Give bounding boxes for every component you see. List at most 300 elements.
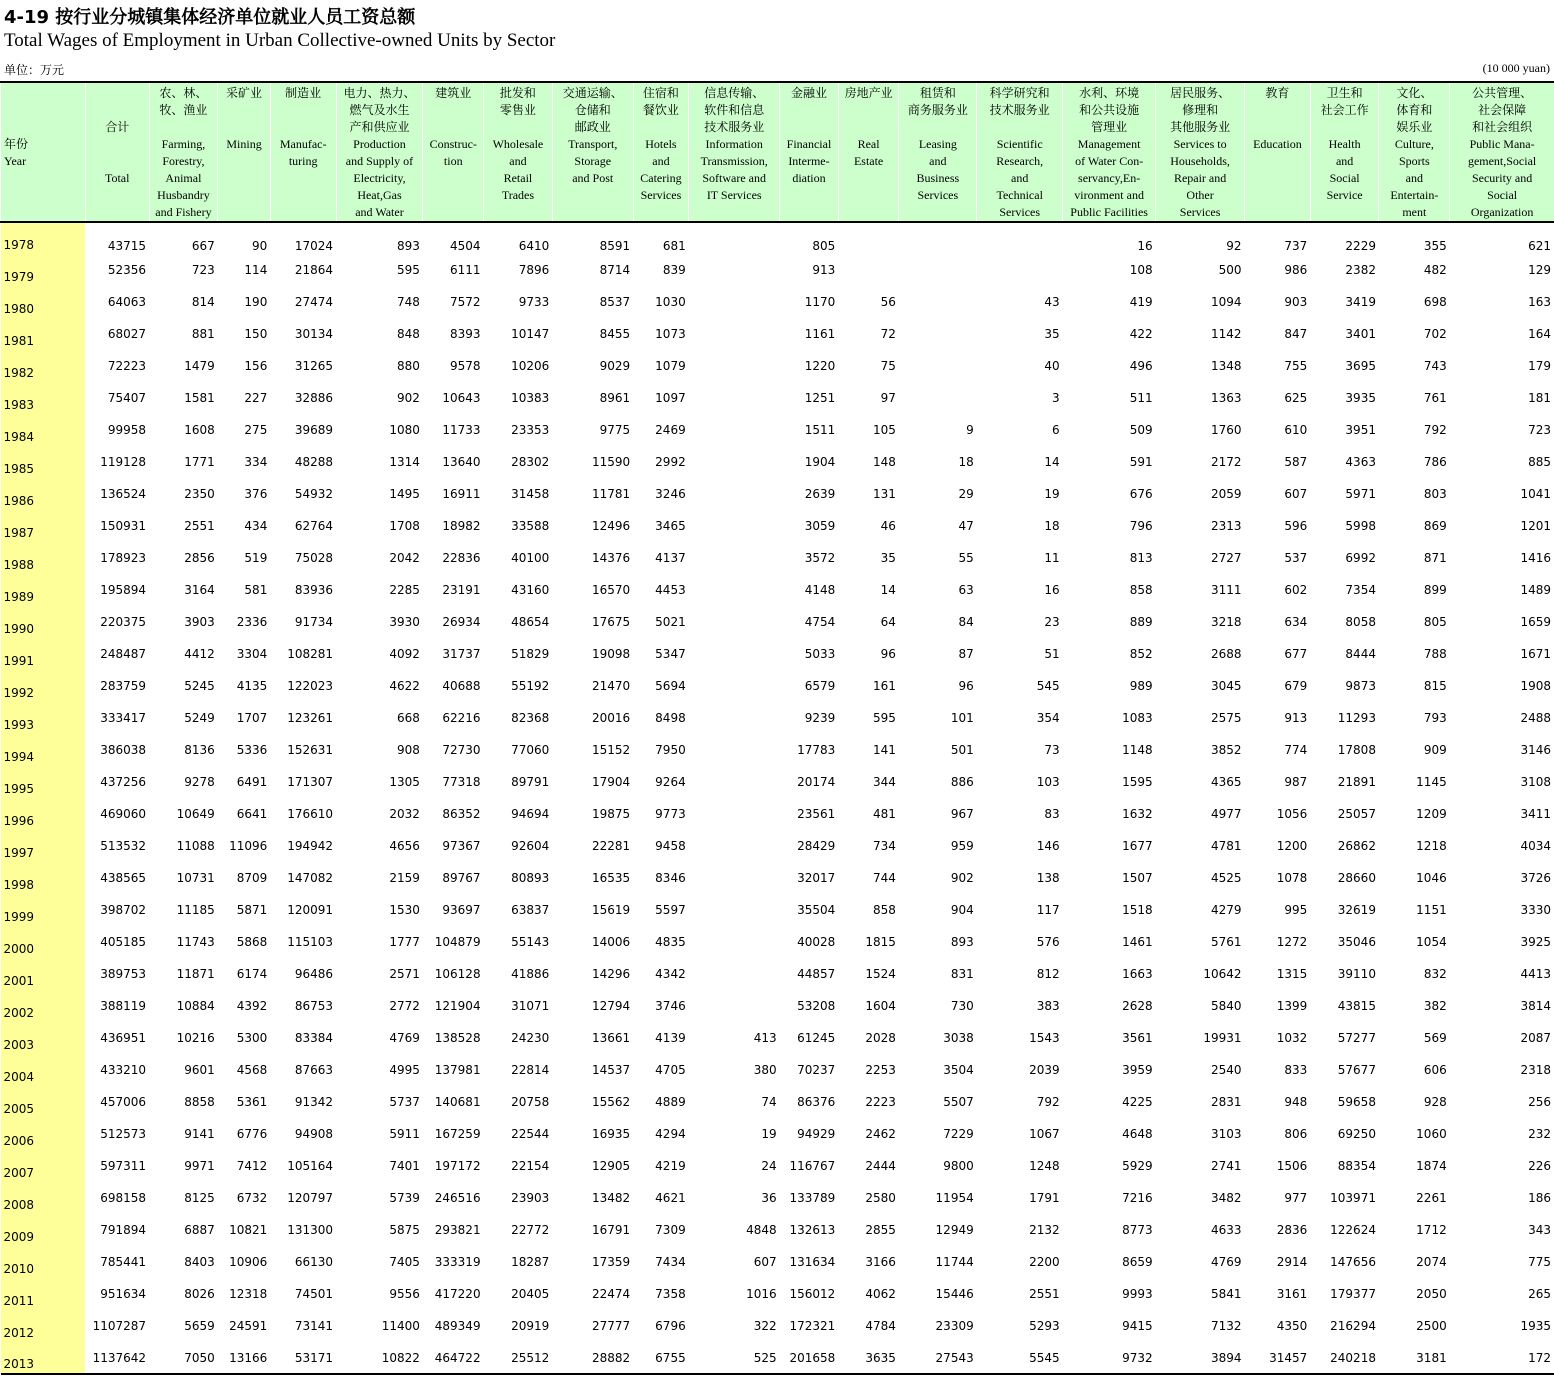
value-cell: [689, 542, 780, 574]
value-cell: 1363: [1211, 391, 1242, 405]
value-cell: 88354: [1337, 1159, 1376, 1173]
value-cell: [899, 222, 977, 254]
value-cell: 676: [1129, 487, 1153, 501]
value-cell: 30134: [294, 327, 334, 341]
value-cell: 40688: [442, 679, 481, 693]
year-cell: 2004: [1, 1054, 86, 1086]
value-cell: 3246: [655, 487, 686, 501]
value-cell: 3401: [1345, 327, 1376, 341]
value-cell: 4294: [655, 1127, 686, 1141]
value-cell: 7401: [389, 1159, 420, 1173]
value-cell: 105164: [287, 1159, 334, 1173]
value-cell: 871: [1423, 551, 1447, 565]
value-cell: 438565: [100, 871, 147, 885]
table-title-en: Total Wages of Employment in Urban Collective-owned Units by Sector: [4, 30, 556, 51]
year-cell: 1991: [1, 638, 86, 670]
year-cell: 2002: [1, 990, 86, 1022]
value-cell: [689, 286, 780, 318]
value-cell: 138: [1036, 871, 1060, 885]
value-cell: 35: [1044, 327, 1060, 341]
value-cell: 66130: [294, 1255, 334, 1269]
year-cell: 2006: [1, 1118, 86, 1150]
value-cell: 62764: [294, 519, 334, 533]
value-cell: 15619: [591, 903, 631, 917]
value-cell: 2571: [389, 967, 420, 981]
value-cell: 8714: [599, 263, 631, 277]
value-cell: 11781: [591, 487, 631, 501]
header-cn-label: 采矿业: [226, 86, 263, 100]
value-cell: 116767: [789, 1159, 836, 1173]
value-cell: 677: [1284, 647, 1308, 661]
value-cell: 792: [1423, 423, 1447, 437]
value-cell: 32886: [294, 391, 334, 405]
value-cell: 3218: [1211, 615, 1242, 629]
value-cell: 6111: [450, 263, 481, 277]
value-cell: 52356: [107, 263, 147, 277]
value-cell: 35046: [1337, 935, 1376, 949]
value-cell: 20174: [797, 775, 836, 789]
value-cell: 11590: [591, 455, 631, 469]
value-cell: 14: [880, 583, 896, 597]
value-cell: 293821: [434, 1223, 481, 1237]
value-cell: 2159: [389, 871, 420, 885]
value-cell: [689, 766, 780, 798]
value-cell: 28882: [552, 1342, 633, 1374]
value-cell: 2172: [1211, 455, 1242, 469]
value-cell: 43160: [511, 583, 550, 597]
value-cell: 383: [1036, 999, 1060, 1013]
header-cn-label: 建筑业: [435, 86, 472, 100]
value-cell: 24: [761, 1159, 777, 1173]
value-cell: 103971: [1330, 1191, 1376, 1205]
value-cell: 1908: [1520, 679, 1551, 693]
value-cell: 40028: [797, 935, 836, 949]
year-cell: 1986: [1, 478, 86, 510]
year-cell: 2009: [1, 1214, 86, 1246]
value-cell: 77318: [442, 775, 481, 789]
value-cell: [689, 702, 780, 734]
value-cell: 3164: [184, 583, 215, 597]
table-row: [1, 862, 1554, 894]
value-cell: 8659: [1122, 1255, 1153, 1269]
value-cell: 21891: [1337, 775, 1376, 789]
year-cell: 1990: [1, 606, 86, 638]
value-cell: 805: [812, 238, 836, 253]
year-cell: 2000: [1, 926, 86, 958]
header-cn-label: 卫生和 社会工作: [1320, 86, 1369, 117]
value-cell: 501: [950, 743, 974, 757]
value-cell: 322: [753, 1319, 777, 1333]
value-cell: 4995: [389, 1063, 420, 1077]
value-cell: 1777: [389, 935, 420, 949]
value-cell: 3059: [804, 519, 836, 533]
value-cell: 7216: [1122, 1191, 1153, 1205]
value-cell: 489349: [434, 1319, 481, 1333]
value-cell: 6732: [236, 1191, 268, 1205]
header-cn-label: 交通运输、 仓储和 邮政业: [562, 86, 623, 134]
value-cell: 1348: [1211, 359, 1242, 373]
year-cell: 1998: [1, 862, 86, 894]
header-cn-label: 居民服务、 修理和 其他服务业: [1170, 86, 1231, 134]
value-cell: 115103: [287, 935, 334, 949]
header-col-6: [423, 82, 484, 222]
value-cell: 1248: [1029, 1159, 1060, 1173]
value-cell: 197172: [434, 1159, 481, 1173]
value-cell: 14006: [591, 935, 631, 949]
value-cell: 27543: [899, 1342, 977, 1374]
value-cell: 8591: [599, 238, 631, 253]
value-cell: 176610: [287, 807, 334, 821]
value-cell: 23191: [442, 583, 481, 597]
value-cell: 880: [397, 359, 420, 373]
value-cell: 57277: [1337, 1031, 1376, 1045]
value-cell: 681: [662, 238, 686, 253]
value-cell: [689, 382, 780, 414]
value-cell: 1272: [1276, 935, 1308, 949]
value-cell: 12905: [591, 1159, 631, 1173]
value-cell: 380: [753, 1063, 777, 1077]
value-cell: 11954: [935, 1191, 974, 1205]
value-cell: 84: [958, 615, 974, 629]
value-cell: 11185: [176, 903, 215, 917]
value-cell: [838, 254, 899, 286]
value-cell: 248487: [100, 647, 147, 661]
value-cell: 11293: [1337, 711, 1376, 725]
value-cell: 858: [873, 903, 896, 917]
header-en-label: Scientific Research, and Technical Services: [996, 137, 1044, 219]
value-cell: 2551: [1029, 1287, 1060, 1301]
value-cell: 4622: [389, 679, 420, 693]
value-cell: 122624: [1330, 1223, 1376, 1237]
table-row: [1, 1022, 1554, 1054]
value-cell: 23353: [511, 423, 550, 437]
value-cell: 1305: [389, 775, 420, 789]
value-cell: 1083: [1122, 711, 1153, 725]
value-cell: 3038: [943, 1031, 974, 1045]
value-cell: 256: [1528, 1095, 1551, 1109]
value-cell: 13482: [591, 1191, 631, 1205]
value-cell: 4363: [1345, 455, 1376, 469]
value-cell: 105: [873, 423, 896, 437]
value-cell: 4342: [655, 967, 686, 981]
value-cell: 5739: [389, 1191, 420, 1205]
value-cell: 679: [1284, 679, 1308, 693]
value-cell: 4225: [1122, 1095, 1153, 1109]
value-cell: 698158: [100, 1191, 147, 1205]
value-cell: 989: [1129, 679, 1153, 693]
year-cell: 1988: [1, 542, 86, 574]
value-cell: 5545: [977, 1342, 1063, 1374]
value-cell: 595: [397, 263, 420, 277]
value-cell: 815: [1423, 679, 1447, 693]
value-cell: 59658: [1337, 1095, 1376, 1109]
value-cell: 839: [662, 263, 686, 277]
value-cell: 7572: [450, 295, 481, 309]
value-cell: 7132: [1211, 1319, 1242, 1333]
value-cell: 8026: [184, 1287, 215, 1301]
value-cell: 755: [1284, 359, 1308, 373]
value-cell: 5245: [184, 679, 215, 693]
value-cell: 86376: [797, 1095, 836, 1109]
unit-label-cn: 单位：万元: [4, 63, 65, 77]
value-cell: 3161: [1276, 1287, 1308, 1301]
header-col-8: [552, 82, 633, 222]
value-cell: 1874: [1416, 1159, 1447, 1173]
value-cell: 152631: [287, 743, 334, 757]
value-cell: 8709: [236, 871, 268, 885]
value-cell: 1079: [655, 359, 686, 373]
value-cell: 3411: [1520, 807, 1551, 821]
value-cell: 569: [1423, 1031, 1447, 1045]
value-cell: [689, 862, 780, 894]
value-cell: 5971: [1345, 487, 1376, 501]
value-cell: 29: [958, 487, 974, 501]
header-col-2: [149, 82, 218, 222]
value-cell: 902: [950, 871, 974, 885]
value-cell: 220375: [100, 615, 147, 629]
value-cell: 10643: [442, 391, 481, 405]
value-cell: 7405: [389, 1255, 420, 1269]
value-cell: 70237: [797, 1063, 836, 1077]
value-cell: [689, 990, 780, 1022]
value-cell: 893: [950, 935, 974, 949]
value-cell: 63837: [511, 903, 550, 917]
value-cell: 44857: [797, 967, 836, 981]
header-en-label: Public Mana- gement,Social Security and Social Organization: [1467, 137, 1537, 219]
value-cell: 8455: [599, 327, 631, 341]
value-cell: 6796: [655, 1319, 686, 1333]
value-cell: 951634: [100, 1287, 147, 1301]
table-row: [1, 350, 1554, 382]
value-cell: 31737: [442, 647, 481, 661]
value-cell: 3465: [655, 519, 686, 533]
value-cell: 4781: [1211, 839, 1242, 853]
header-year: [1, 82, 86, 222]
value-cell: 11733: [442, 423, 481, 437]
value-cell: 621: [1528, 238, 1551, 253]
value-cell: 4769: [1211, 1255, 1242, 1269]
value-cell: 121904: [434, 999, 481, 1013]
value-cell: 9993: [1122, 1287, 1153, 1301]
value-cell: 1399: [1276, 999, 1308, 1013]
value-cell: 2575: [1211, 711, 1242, 725]
year-cell: 1999: [1, 894, 86, 926]
value-cell: 20016: [591, 711, 631, 725]
value-cell: 1495: [389, 487, 420, 501]
value-cell: 20758: [511, 1095, 550, 1109]
value-cell: 103: [1036, 775, 1060, 789]
value-cell: 2500: [1416, 1319, 1447, 1333]
value-cell: 4648: [1122, 1127, 1153, 1141]
value-cell: [689, 830, 780, 862]
value-cell: 16791: [591, 1223, 631, 1237]
value-cell: 5033: [804, 647, 836, 661]
value-cell: 496: [1129, 359, 1153, 373]
value-cell: 3726: [1520, 871, 1551, 885]
value-cell: 4392: [236, 999, 268, 1013]
value-cell: 344: [873, 775, 896, 789]
value-cell: 607: [753, 1255, 777, 1269]
value-cell: 761: [1423, 391, 1447, 405]
value-cell: 986: [1284, 263, 1308, 277]
value-cell: 19: [761, 1127, 777, 1141]
value-cell: 5659: [184, 1319, 215, 1333]
value-cell: 91342: [294, 1095, 334, 1109]
value-cell: 31071: [511, 999, 550, 1013]
value-cell: 4148: [804, 583, 836, 597]
value-cell: 2914: [1276, 1255, 1308, 1269]
value-cell: 28302: [511, 455, 550, 469]
value-cell: 33588: [511, 519, 550, 533]
value-cell: 948: [1284, 1095, 1308, 1109]
table-row: [1, 254, 1554, 286]
value-cell: 43: [1044, 295, 1060, 309]
value-cell: 832: [1423, 967, 1447, 981]
value-cell: 9264: [655, 775, 686, 789]
value-cell: 32619: [1337, 903, 1376, 917]
value-cell: 7309: [655, 1223, 686, 1237]
table-row: [1, 446, 1554, 478]
value-cell: 5361: [236, 1095, 268, 1109]
value-cell: 8537: [599, 295, 631, 309]
value-cell: 1046: [1416, 871, 1447, 885]
value-cell: 12496: [591, 519, 631, 533]
year-cell: 1996: [1, 798, 86, 830]
value-cell: 469060: [100, 807, 147, 821]
table-row: [1, 926, 1554, 958]
value-cell: 333319: [434, 1255, 481, 1269]
value-cell: 186: [1528, 1191, 1551, 1205]
value-cell: 1209: [1416, 807, 1447, 821]
value-cell: 3635: [838, 1342, 899, 1374]
value-cell: 24230: [511, 1031, 550, 1045]
value-cell: 73141: [294, 1319, 334, 1333]
value-cell: 1507: [1122, 871, 1153, 885]
value-cell: 4705: [655, 1063, 686, 1077]
value-cell: 227: [244, 391, 268, 405]
value-cell: 43715: [107, 238, 147, 253]
value-cell: 386038: [100, 743, 147, 757]
value-cell: 4092: [389, 647, 420, 661]
value-cell: 195894: [100, 583, 147, 597]
value-cell: 785441: [100, 1255, 147, 1269]
value-cell: 35504: [797, 903, 836, 917]
value-cell: 226: [1528, 1159, 1551, 1173]
value-cell: [689, 734, 780, 766]
value-cell: 5868: [236, 935, 268, 949]
value-cell: 902: [397, 391, 420, 405]
table-row: [1, 382, 1554, 414]
value-cell: 2050: [1416, 1287, 1447, 1301]
value-cell: 597311: [100, 1159, 147, 1173]
value-cell: 18982: [442, 519, 481, 533]
value-cell: 11088: [176, 839, 215, 853]
value-cell: 31457: [1245, 1342, 1311, 1374]
header-cn-label: 年份: [4, 137, 29, 151]
year-cell: 2011: [1, 1278, 86, 1310]
value-cell: 1073: [655, 327, 686, 341]
value-cell: 97: [880, 391, 896, 405]
value-cell: 3951: [1345, 423, 1376, 437]
value-cell: 31458: [511, 487, 550, 501]
value-cell: 4062: [865, 1287, 896, 1301]
value-cell: [689, 446, 780, 478]
value-cell: 909: [1423, 743, 1447, 757]
value-cell: 25512: [484, 1342, 553, 1374]
value-cell: [899, 286, 977, 318]
value-cell: 913: [812, 263, 836, 277]
value-cell: 2382: [1345, 263, 1376, 277]
year-cell: 1989: [1, 574, 86, 606]
value-cell: 1151: [1416, 903, 1447, 917]
value-cell: 55192: [511, 679, 550, 693]
value-cell: 18: [958, 455, 974, 469]
value-cell: 869: [1423, 519, 1447, 533]
table-row: [1, 318, 1554, 350]
value-cell: 893: [397, 238, 420, 253]
value-cell: 4365: [1211, 775, 1242, 789]
value-cell: 4848: [746, 1223, 777, 1237]
value-cell: 2580: [865, 1191, 896, 1205]
value-cell: 27474: [294, 295, 334, 309]
header-cn-label: 教育: [1265, 86, 1290, 100]
value-cell: 881: [191, 327, 215, 341]
value-cell: 181: [1528, 391, 1551, 405]
value-cell: 74501: [294, 1287, 334, 1301]
value-cell: 6174: [236, 967, 268, 981]
table-row: [1, 606, 1554, 638]
value-cell: 5737: [389, 1095, 420, 1109]
value-cell: 3930: [389, 615, 420, 629]
value-cell: 434: [244, 519, 268, 533]
value-cell: 156012: [789, 1287, 836, 1301]
value-cell: 1032: [1276, 1031, 1308, 1045]
value-cell: 602: [1284, 583, 1308, 597]
value-cell: 3504: [943, 1063, 974, 1077]
value-cell: 4139: [655, 1031, 686, 1045]
value-cell: 3146: [1520, 743, 1551, 757]
value-cell: 10884: [176, 999, 215, 1013]
table-row: [1, 1054, 1554, 1086]
value-cell: 813: [1129, 551, 1153, 565]
value-cell: 62216: [442, 711, 481, 725]
value-cell: 3330: [1520, 903, 1551, 917]
value-cell: 1461: [1122, 935, 1153, 949]
value-cell: 106128: [434, 967, 481, 981]
value-cell: 69250: [1337, 1127, 1376, 1141]
value-cell: 1041: [1520, 487, 1551, 501]
value-cell: 129: [1528, 263, 1551, 277]
value-cell: 848: [397, 327, 420, 341]
header-col-1: [85, 82, 149, 222]
value-cell: [689, 798, 780, 830]
table-row: [1, 542, 1554, 574]
value-cell: 122023: [287, 679, 334, 693]
value-cell: 150: [244, 327, 268, 341]
value-cell: 11871: [176, 967, 215, 981]
value-cell: 283759: [100, 679, 147, 693]
value-cell: 634: [1284, 615, 1308, 629]
value-cell: 8136: [184, 743, 215, 757]
value-cell: 1524: [865, 967, 896, 981]
value-cell: [689, 254, 780, 286]
header-row: [1, 82, 1554, 222]
year-cell: 1982: [1, 350, 86, 382]
header-en-label: Financial Interme- diation: [786, 137, 832, 185]
value-cell: [689, 958, 780, 990]
value-cell: 163: [1528, 295, 1551, 309]
value-cell: 10649: [176, 807, 215, 821]
